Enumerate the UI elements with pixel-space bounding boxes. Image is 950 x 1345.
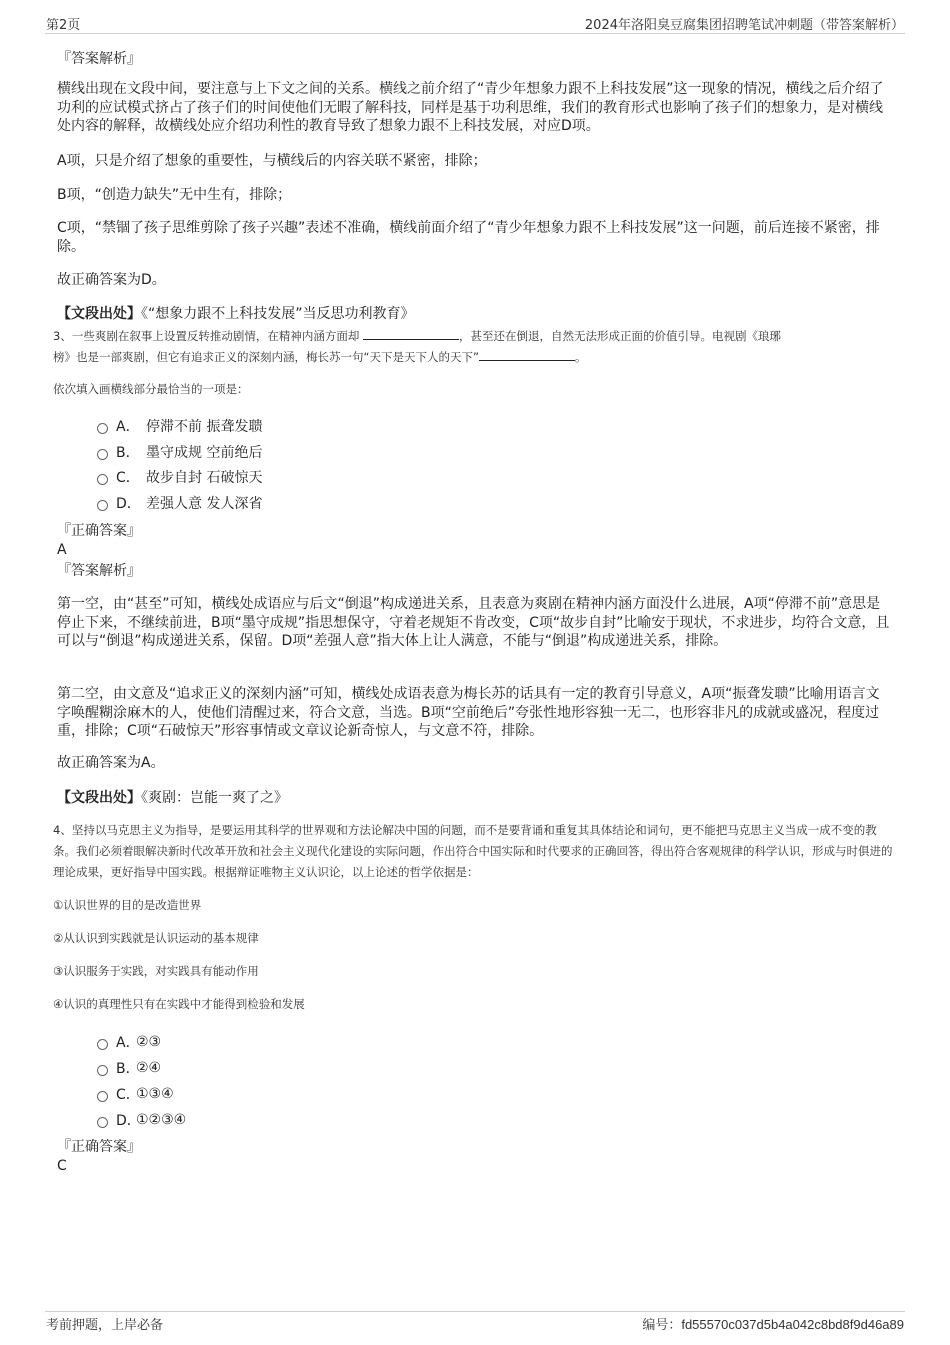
option-text: 停滞不前 振聋发聩 — [146, 419, 263, 435]
option-key: C． — [116, 1087, 140, 1103]
q4-statement-1: ①认识世界的目的是改造世界 — [53, 898, 202, 912]
q2-analysis-label: 『答案解析』 — [57, 51, 141, 67]
q3-stem-part4: 。 — [574, 350, 587, 364]
q4-option-c[interactable] — [97, 1084, 174, 1104]
footer-code-value: fd55570c037d5b4a042c8bd8f9d46a89 — [681, 1317, 904, 1332]
q2-analysis-option-b: B项，“创造力缺失”无中生有，排除； — [57, 187, 292, 203]
q2-analysis-option-a: A项，只是介绍了想象的重要性，与横线后的内容关联不紧密，排除； — [57, 153, 487, 169]
q4-statement-3: ③认识服务于实践，对实践具有能动作用 — [53, 964, 259, 978]
q3-stem — [53, 326, 893, 368]
q2-source — [57, 305, 890, 324]
footer-slogan: 考前押题，上岸必备 — [46, 1318, 164, 1333]
q4-stem: 4、坚持以马克思主义为指导，是要运用其科学的世界观和方法论解决中国的问题，而不是要背诵和重复其具体结论和词句，更不能把马克思主义当成一成不变的教条。我们必须着眼解决新时代改革开放和社会主义现代化建设的实际问题，作出符合中国实际和时代要求的正确回答，得出符合客观规律的科学认识，形成与时俱进的理论成果，更好指导中国实践。根据辩证唯物主义认识论，以上论述的哲学依据是： — [53, 823, 893, 879]
q2-conclusion: 故正确答案为D。 — [57, 272, 166, 288]
q3-stem-part3: 榜》也是一部爽剧，但它有追求正义的深刻内涵，梅长苏一句“天下是天下人的天下” — [53, 350, 479, 364]
q2-source-title: 《“想象力跟不上科技发展”当反思功利教育》 — [141, 306, 415, 322]
q4-option-b[interactable] — [97, 1058, 161, 1078]
document-title: 2024年洛阳臭豆腐集团招聘笔试冲刺题（带答案解析） — [584, 18, 904, 33]
radio-icon[interactable] — [97, 474, 108, 485]
radio-icon[interactable] — [97, 423, 108, 434]
option-text: ①③④ — [136, 1086, 174, 1102]
radio-icon[interactable] — [97, 1091, 108, 1102]
q3-option-c[interactable] — [97, 467, 262, 487]
page-number: 第2页 — [46, 18, 81, 33]
option-key: A． — [116, 1035, 140, 1051]
q3-answer: A — [57, 542, 67, 558]
option-text: 故步自封 石破惊天 — [146, 470, 263, 486]
footer-code-label: 编号： — [642, 1318, 682, 1333]
q3-blank-2 — [479, 348, 575, 361]
q2-analysis-paragraph: 横线出现在文段中间，要注意与上下文之间的关系。横线之前介绍了“青少年想象力跟不上科技发展”这一现象的情况，横线之后介绍了功利的应试模式挤占了孩子们的时间使他们无暇了解科技，同样是基于功利思维，我们的教育形式也影响了孩子们的想象力，是对横线处内容的解释，故横线处应介绍功利性的教育导致了想象力跟不上科技发展，对应D项。 — [57, 81, 884, 134]
option-key: A． — [116, 419, 140, 435]
option-text: 差强人意 发人深省 — [146, 496, 263, 512]
q3-analysis-paragraph-2: 第二空，由文意及“追求正义的深刻内涵”可知，横线处成语表意为梅长苏的话具有一定的教育引导意义，A项“振聋发聩”比喻用语言文字唤醒糊涂麻木的人，使他们清醒过来，符合文意，当选。B项“空前绝后”夸张性地形容独一无二，也形容非凡的成就或盛况，程度过重，排除；C项“石破惊天”形容事情或文章议论新奇惊人，与文意不符，排除。 — [57, 686, 880, 739]
q3-source-label: 【文段出处】 — [57, 790, 141, 806]
radio-icon[interactable] — [97, 449, 108, 460]
q3-stem-part1: 3、一些爽剧在叙事上设置反转推动剧情，在精神内涵方面却 — [53, 329, 360, 343]
q2-analysis-option-c: C项，“禁锢了孩子思维剪除了孩子兴趣”表述不准确，横线前面介绍了“青少年想象力跟不上科技发展”这一问题，前后连接不紧密，排除。 — [57, 220, 880, 255]
option-text: 墨守成规 空前绝后 — [146, 445, 263, 461]
header-divider — [45, 33, 905, 34]
q3-option-b[interactable] — [97, 442, 262, 462]
q4-answer: C — [57, 1158, 67, 1174]
option-key: B． — [116, 1061, 140, 1077]
option-key: D． — [116, 1113, 141, 1129]
q4-answer-label: 『正确答案』 — [57, 1139, 141, 1155]
option-text: ①②③④ — [136, 1112, 187, 1128]
q2-source-label: 【文段出处】 — [57, 306, 141, 322]
option-key: D． — [116, 496, 141, 512]
option-text: ②④ — [136, 1060, 162, 1076]
q3-option-a[interactable] — [97, 416, 262, 436]
q4-option-a[interactable] — [97, 1032, 161, 1052]
footer-divider — [45, 1311, 905, 1312]
q3-source-title: 《爽剧：岂能一爽了之》 — [141, 790, 288, 806]
radio-icon[interactable] — [97, 1117, 108, 1128]
q3-conclusion: 故正确答案为A。 — [57, 755, 165, 771]
radio-icon[interactable] — [97, 1039, 108, 1050]
q4-statement-4: ④认识的真理性只有在实践中才能得到检验和发展 — [53, 997, 305, 1011]
q3-analysis-label: 『答案解析』 — [57, 563, 141, 579]
q3-answer-label: 『正确答案』 — [57, 523, 141, 539]
radio-icon[interactable] — [97, 500, 108, 511]
q3-blank-1 — [363, 327, 459, 340]
q4-statement-2: ②从认识到实践就是认识运动的基本规律 — [53, 931, 259, 945]
q3-stem-part2: ，甚至还在倒退，自然无法形成正面的价值引导。电视剧《琅琊 — [458, 329, 781, 343]
q3-source — [57, 789, 890, 808]
option-key: C． — [116, 470, 140, 486]
q3-prompt: 依次填入画横线部分最恰当的一项是： — [53, 382, 249, 396]
radio-icon[interactable] — [97, 1065, 108, 1076]
option-text: ②③ — [136, 1034, 162, 1050]
footer-code — [642, 1314, 904, 1333]
q4-option-d[interactable] — [97, 1110, 186, 1130]
q3-analysis-paragraph-1: 第一空，由“甚至”可知，横线处成语应与后文“倒退”构成递进关系，且表意为爽剧在精神内涵方面没什么进展，A项“停滞不前”意思是停止下来，不继续前进，B项“墨守成规”指思想保守，守着老规矩不肯改变，C项“故步自封”比喻安于现状，不求进步，均符合文意，且可以与“倒退”构成递进关系，保留。D项“差强人意”指大体上让人满意，不能与“倒退”构成递进关系，排除。 — [57, 596, 890, 649]
option-key: B． — [116, 445, 140, 461]
q3-option-d[interactable] — [97, 493, 262, 513]
